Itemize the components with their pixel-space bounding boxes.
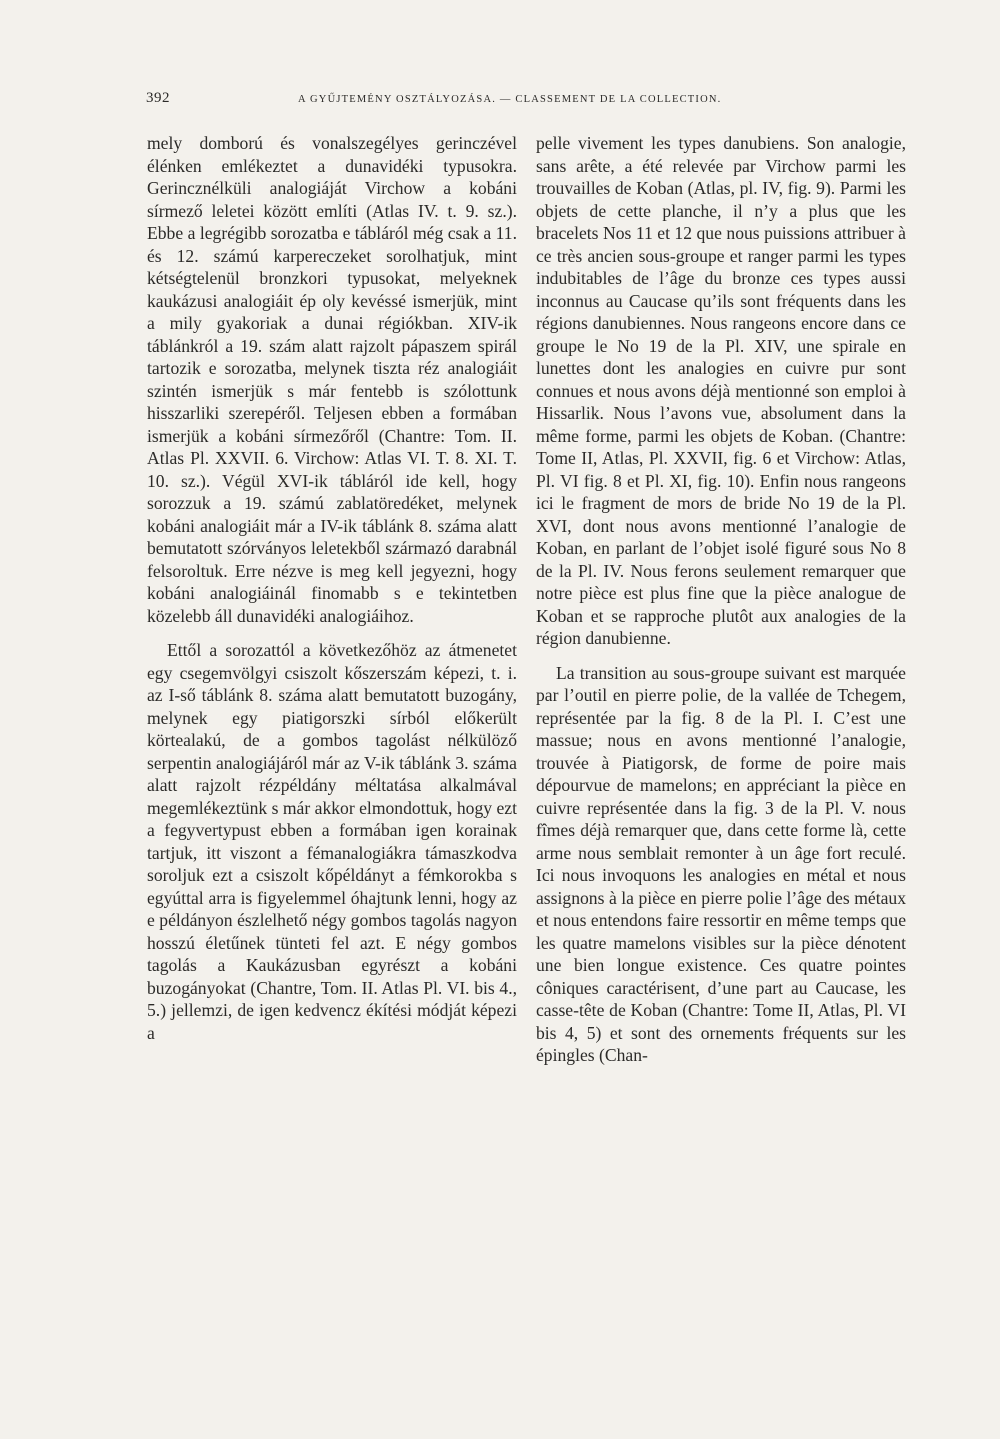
hungarian-paragraph-1: mely domború és vonalszegélyes gerinczével élénken emlékeztet a dunavidéki typusokra. Gerincznélküli analogiáját Virchow a kobáni sírmező leletei között említi (Atlas IV. t. 9. sz.). Ebbe a legrégibb sorozatba e tábláról még csak a 11. és 12. számú karpereczeket sorolhatjuk, mint kétségtelenül bronzkori typusokat, melyeknek kaukázusi analogiáit ép oly kevéssé ismerjük, mint a mily gyakoriak a dunai régiókban. XIV-ik táblánkról a 19. szám alatt rajzolt pápaszem spirál tartozik e sorozatba, melynek tiszta réz analogiáit szintén ismerjük s már fentebb is szólottunk hisszarliki szerepéről. Teljesen ebben a formában ismerjük a kobáni sírmezőről (Chantre: Tom. II. Atlas Pl. XXVII. 6. Virchow: Atlas VI. T. 8. XI. T. 10. sz.). Végül XVI-ik tábláról ide kell, hogy sorozzuk a 19. számú zablatöredéket, melynek kobáni analogiáit már a IV-ik táblánk 8. száma alatt bemutatott szórványos leletekből származó darabnál felsoroltuk. Erre nézve is meg kell jegyezni, hogy kobáni analogiáinál finomabb s e tekintetben közelebb áll dunavidéki analogiáihoz. [147,133,517,626]
french-column [536,132,906,1067]
hungarian-column [147,132,517,1044]
hungarian-paragraph-2: Ettől a sorozattól a következőhöz az átmenetet egy csegemvölgyi csiszolt kőszerszám képezi, t. i. az I-ső táblánk 8. száma alatt bemutatott buzogány, melynek egy piatigorszki sírból előkerült körtealakú, de a gombos tagolást nélkülöző serpentin analogiájáról már az V-ik táblánk 3. száma alatt rajzolt rézpéldány méltatása alkalmával megemlékeztünk s már akkor elmondottuk, hogy ezt a fegyvertypust ebben a formában igen korainak tartjuk, itt viszont a fémanalogiákra támaszkodva soroljuk ezt a csiszolt kőpéldányt a fémkorokba s egyúttal arra is figyelemmel óhajtunk lenni, hogy az e példányon észlelhető négy gombos tagolás nagyon hosszú életűnek tünteti fel azt. E négy gombos tagolás a Kaukázusban egyrészt a kobáni buzogányokat (Chantre, Tom. II. Atlas Pl. VI. bis 4., 5.) jellemzi, de igen kedvencz ékítési módját képezi a [147,640,517,1043]
running-head: A GYŰJTEMÉNY OSZTÁLYOZÁSA. — CLASSEMENT DE LA COLLECTION. [298,94,722,105]
page-number: 392 [146,90,170,106]
page-header [146,90,766,114]
french-paragraph-2: La transition au sous-groupe suivant est marquée par l’outil en pierre polie, de la vallée de Tchegem, représentée par la fig. 8 de la Pl. I. C’est une massue; nous en avons mentionné l’analogie, trouvée à Piatigorsk, de forme de poire mais dépourvue de mamelons; en appréciant la pièce en cuivre représentée dans la fig. 3 de la Pl. V. nous fîmes déjà remarquer que, dans cette forme là, cette arme nous semblait remonter à un âge fort reculé. Ici nous invoquons les analogies en métal et nous assignons à la pièce en pierre polie l’âge des métaux et nous entendons faire ressortir en même temps que les quatre mamelons visibles sur la pièce dénotent une bien longue existence. Ces quatre pointes côniques caractérisent, d’une part au Caucase, les casse-tête de Koban (Chantre: Tome II, Atlas, Pl. VI bis 4, 5) et sont des ornements fréquents sur les épingles (Chan- [536,662,906,1065]
french-paragraph-1: pelle vivement les types danubiens. Son analogie, sans arête, a été relevée par Virchow parmi les trouvailles de Koban (Atlas, pl. IV, fig. 9). Parmi les objets de cette planche, il n’y a plus que les bracelets Nos 11 et 12 que nous puissions attribuer à ce très ancien sous-groupe et ranger parmi les types indubitables de l’âge du bronze ces types aussi inconnus au Caucase qu’ils sont fréquents dans les régions danubiennes. Nous rangeons encore dans ce groupe le No 19 de la Pl. XIV, une spirale en lunettes dont les analogies en cuivre pur sont connues et nous avons déjà mentionné son emploi à Hissarlik. Nous l’avons vue, absolument dans la même forme, parmi les objets de Koban. (Chantre: Tome II, Atlas, Pl. XXVII, fig. 6 et Virchow: Atlas, Pl. VI fig. 8 et Pl. XI, fig. 10). Enfin nous rangeons ici le fragment de mors de bride No 19 de la Pl. XVI, dont nous avons mentionné l’analogie de Koban, en parlant de l’objet isolé figuré sous No 8 de la Pl. IV. Nous ferons seulement remarquer que notre pièce est plus fine que la pièce analogue de Koban et se rapproche plutôt aux analogies de la région danubienne. [536,133,906,648]
